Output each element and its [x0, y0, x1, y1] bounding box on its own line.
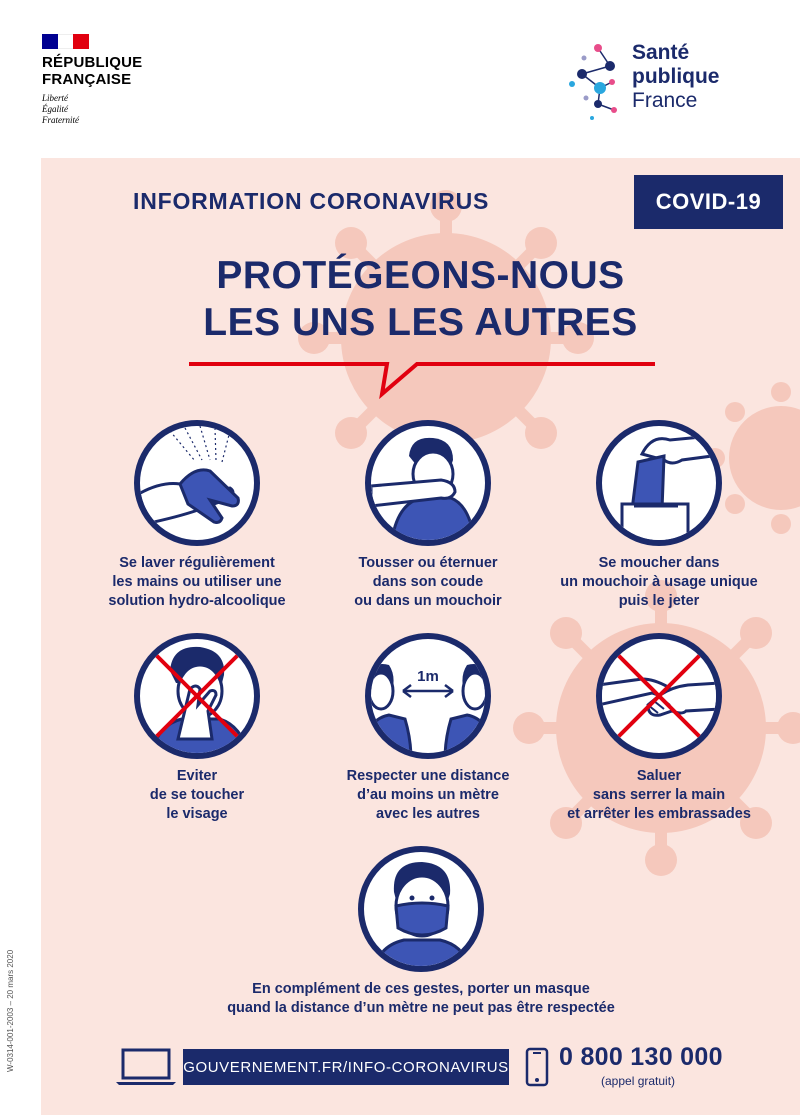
gesture-label: Respecter une distance d’au moins un mètre avec les autres	[346, 768, 510, 822]
main-title-line2: LES UNS LES AUTRES	[203, 301, 638, 344]
mask-icon	[364, 852, 478, 966]
phone-number-link[interactable]: 0 800 130 000	[559, 1043, 723, 1071]
gesture-mask	[171, 846, 671, 1018]
phone-note: (appel gratuit)	[601, 1074, 676, 1088]
gesture-label: Eviter de se toucher le visage	[149, 768, 245, 822]
gesture-no-face-touch	[97, 633, 297, 824]
main-title-line1: PROTÉGEONS-NOUS	[216, 254, 625, 297]
gesture-distance	[328, 633, 528, 824]
gesture-tissue	[559, 420, 759, 611]
agency-name-line2: publique	[632, 65, 720, 88]
gesture-label: Saluer sans serrer la main et arrêter les embrassades	[567, 768, 751, 822]
cough-elbow-icon	[371, 426, 485, 540]
speech-bubble-underline-icon	[187, 354, 657, 404]
agency-name-line1: Santé	[632, 41, 690, 64]
gesture-label: Se moucher dans un mouchoir à usage unique puis le jeter	[560, 555, 758, 609]
republic-name-line1: RÉPUBLIQUE	[42, 54, 143, 71]
tissue-icon	[602, 426, 716, 540]
republic-motto	[42, 93, 79, 126]
hand-washing-icon	[140, 426, 254, 540]
gesture-label: En complément de ces gestes, porter un masque quand la distance d’un mètre ne peut pas être respectée	[227, 981, 615, 1016]
info-website-link[interactable]: GOUVERNEMENT.FR/INFO-CORONAVIRUS	[183, 1049, 509, 1085]
distance-icon	[371, 639, 485, 753]
agency-name-line3: France	[632, 89, 698, 112]
gesture-hand-washing	[97, 420, 297, 611]
poster	[41, 158, 800, 1115]
smartphone-icon	[525, 1047, 549, 1087]
gesture-no-handshake	[559, 633, 759, 824]
no-handshake-icon	[602, 639, 716, 753]
gesture-label: Se laver régulièrement les mains ou utiliser une solution hydro-alcoolique	[108, 555, 286, 609]
footer	[41, 1043, 800, 1103]
info-title: INFORMATION CORONAVIRUS	[133, 188, 490, 214]
motto-liberte: Liberté	[42, 93, 68, 103]
document-reference: W-0314-001-2003 – 20 mars 2020	[6, 949, 15, 1072]
sante-publique-dots-icon	[568, 38, 624, 122]
motto-fraternite: Fraternité	[42, 115, 79, 125]
agency-name	[632, 41, 720, 113]
distance-label: 1m	[417, 668, 439, 685]
main-title	[41, 252, 800, 346]
gesture-cough-elbow	[328, 420, 528, 611]
gesture-label: Tousser ou éternuer dans son coude ou dans un mouchoir	[354, 555, 502, 609]
no-face-touch-icon	[140, 639, 254, 753]
republic-name	[42, 54, 142, 88]
motto-egalite: Égalité	[42, 104, 68, 114]
header	[0, 0, 800, 158]
marianne-logo	[42, 34, 89, 49]
laptop-icon	[115, 1048, 177, 1086]
republic-name-line2: FRANÇAISE	[42, 71, 132, 88]
covid-badge: COVID-19	[634, 175, 783, 229]
